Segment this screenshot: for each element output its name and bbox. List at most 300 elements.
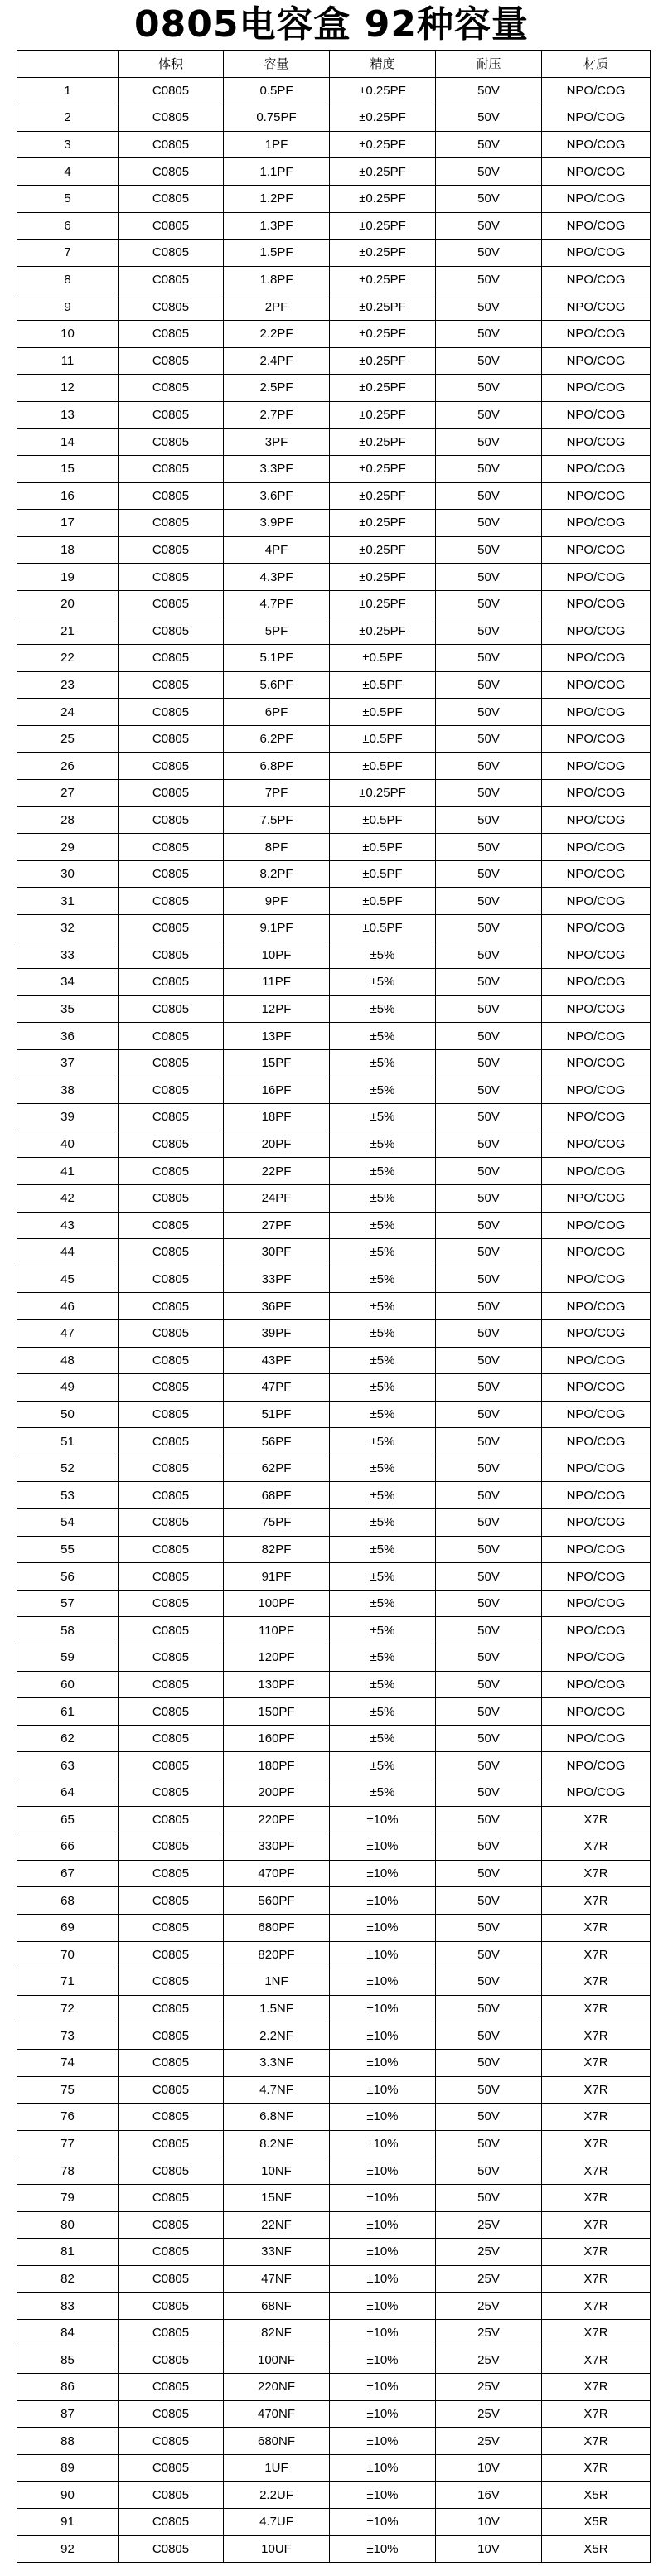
cell-tolerance: ±5% bbox=[330, 1428, 436, 1455]
cell-package: C0805 bbox=[119, 1779, 224, 1807]
table-row bbox=[17, 1590, 651, 1617]
cell-capacitance: 150PF bbox=[224, 1698, 330, 1726]
cell-material: X7R bbox=[542, 2022, 651, 2050]
cell-material: NPO/COG bbox=[542, 725, 651, 753]
cell-index: 76 bbox=[17, 2104, 119, 2131]
cell-package: C0805 bbox=[119, 1644, 224, 1672]
cell-capacitance: 180PF bbox=[224, 1752, 330, 1779]
cell-material: X5R bbox=[542, 2482, 651, 2509]
cell-capacitance: 220PF bbox=[224, 1806, 330, 1833]
cell-index: 3 bbox=[17, 131, 119, 158]
cell-capacitance: 13PF bbox=[224, 1023, 330, 1050]
cell-index: 32 bbox=[17, 915, 119, 942]
cell-index: 21 bbox=[17, 617, 119, 645]
cell-index: 49 bbox=[17, 1374, 119, 1402]
cell-package: C0805 bbox=[119, 1401, 224, 1428]
cell-index: 59 bbox=[17, 1644, 119, 1672]
cell-capacitance: 62PF bbox=[224, 1455, 330, 1482]
cell-index: 90 bbox=[17, 2482, 119, 2509]
cell-index: 56 bbox=[17, 1563, 119, 1591]
cell-material: X7R bbox=[542, 2184, 651, 2211]
cell-voltage: 50V bbox=[436, 320, 542, 347]
cell-material: NPO/COG bbox=[542, 806, 651, 834]
cell-material: NPO/COG bbox=[542, 482, 651, 510]
cell-package: C0805 bbox=[119, 158, 224, 186]
cell-package: C0805 bbox=[119, 320, 224, 347]
cell-index: 79 bbox=[17, 2184, 119, 2211]
cell-tolerance: ±5% bbox=[330, 1077, 436, 1104]
cell-voltage: 50V bbox=[436, 1158, 542, 1185]
table-row bbox=[17, 2184, 651, 2211]
cell-package: C0805 bbox=[119, 1590, 224, 1617]
cell-material: X5R bbox=[542, 2535, 651, 2563]
cell-index: 40 bbox=[17, 1131, 119, 1158]
table-row bbox=[17, 1644, 651, 1672]
cell-material: NPO/COG bbox=[542, 617, 651, 645]
cell-index: 74 bbox=[17, 2049, 119, 2076]
cell-capacitance: 6.2PF bbox=[224, 725, 330, 753]
cell-capacitance: 10NF bbox=[224, 2157, 330, 2185]
cell-voltage: 50V bbox=[436, 1779, 542, 1807]
cell-material: NPO/COG bbox=[542, 1049, 651, 1077]
header-row bbox=[17, 51, 651, 78]
header-capacitance: 容量 bbox=[224, 51, 330, 78]
cell-capacitance: 4.7NF bbox=[224, 2076, 330, 2104]
cell-voltage: 25V bbox=[436, 2346, 542, 2374]
header-package: 体积 bbox=[119, 51, 224, 78]
table-row bbox=[17, 1023, 651, 1050]
cell-tolerance: ±0.5PF bbox=[330, 834, 436, 861]
cell-material: NPO/COG bbox=[542, 780, 651, 807]
cell-material: NPO/COG bbox=[542, 1023, 651, 1050]
cell-package: C0805 bbox=[119, 2211, 224, 2239]
cell-material: NPO/COG bbox=[542, 1239, 651, 1266]
cell-index: 29 bbox=[17, 834, 119, 861]
cell-capacitance: 330PF bbox=[224, 1833, 330, 1861]
cell-voltage: 50V bbox=[436, 699, 542, 726]
cell-capacitance: 1.1PF bbox=[224, 158, 330, 186]
table-row bbox=[17, 753, 651, 780]
cell-capacitance: 4.7PF bbox=[224, 590, 330, 617]
cell-material: X7R bbox=[542, 1860, 651, 1887]
table-row bbox=[17, 671, 651, 699]
cell-package: C0805 bbox=[119, 1725, 224, 1752]
header-index bbox=[17, 51, 119, 78]
cell-material: X7R bbox=[542, 2374, 651, 2401]
cell-capacitance: 100PF bbox=[224, 1590, 330, 1617]
cell-tolerance: ±0.25PF bbox=[330, 131, 436, 158]
cell-index: 41 bbox=[17, 1158, 119, 1185]
cell-capacitance: 91PF bbox=[224, 1563, 330, 1591]
cell-package: C0805 bbox=[119, 888, 224, 915]
cell-voltage: 50V bbox=[436, 1536, 542, 1563]
table-row bbox=[17, 1401, 651, 1428]
cell-tolerance: ±0.25PF bbox=[330, 240, 436, 267]
cell-tolerance: ±0.25PF bbox=[330, 375, 436, 402]
cell-tolerance: ±10% bbox=[330, 2400, 436, 2428]
cell-index: 48 bbox=[17, 1347, 119, 1374]
cell-capacitance: 2.2PF bbox=[224, 320, 330, 347]
cell-index: 60 bbox=[17, 1671, 119, 1698]
cell-index: 64 bbox=[17, 1779, 119, 1807]
cell-package: C0805 bbox=[119, 1914, 224, 1941]
cell-material: NPO/COG bbox=[542, 1563, 651, 1591]
cell-tolerance: ±5% bbox=[330, 1131, 436, 1158]
cell-package: C0805 bbox=[119, 1752, 224, 1779]
table-row bbox=[17, 1995, 651, 2022]
cell-voltage: 50V bbox=[436, 510, 542, 537]
cell-voltage: 50V bbox=[436, 1347, 542, 1374]
cell-package: C0805 bbox=[119, 240, 224, 267]
cell-tolerance: ±5% bbox=[330, 1401, 436, 1428]
cell-voltage: 50V bbox=[436, 1914, 542, 1941]
cell-voltage: 50V bbox=[436, 1590, 542, 1617]
cell-package: C0805 bbox=[119, 1671, 224, 1698]
cell-index: 89 bbox=[17, 2454, 119, 2482]
cell-tolerance: ±10% bbox=[330, 2104, 436, 2131]
table-row bbox=[17, 2265, 651, 2293]
cell-voltage: 50V bbox=[436, 1266, 542, 1293]
cell-tolerance: ±10% bbox=[330, 2130, 436, 2157]
cell-voltage: 50V bbox=[436, 753, 542, 780]
cell-package: C0805 bbox=[119, 2022, 224, 2050]
cell-voltage: 50V bbox=[436, 1887, 542, 1915]
cell-index: 28 bbox=[17, 806, 119, 834]
cell-material: NPO/COG bbox=[542, 1319, 651, 1347]
cell-tolerance: ±10% bbox=[330, 1833, 436, 1861]
cell-index: 70 bbox=[17, 1941, 119, 1968]
cell-voltage: 50V bbox=[436, 1860, 542, 1887]
cell-capacitance: 22PF bbox=[224, 1158, 330, 1185]
cell-tolerance: ±5% bbox=[330, 1482, 436, 1509]
table-row bbox=[17, 1941, 651, 1968]
cell-material: X7R bbox=[542, 2293, 651, 2320]
cell-material: NPO/COG bbox=[542, 212, 651, 240]
cell-material: X7R bbox=[542, 2049, 651, 2076]
cell-voltage: 50V bbox=[436, 942, 542, 969]
cell-package: C0805 bbox=[119, 2184, 224, 2211]
cell-tolerance: ±0.25PF bbox=[330, 482, 436, 510]
table-row bbox=[17, 915, 651, 942]
cell-material: NPO/COG bbox=[542, 158, 651, 186]
cell-index: 18 bbox=[17, 536, 119, 564]
cell-index: 30 bbox=[17, 860, 119, 888]
cell-material: NPO/COG bbox=[542, 1401, 651, 1428]
table-row bbox=[17, 1104, 651, 1131]
cell-capacitance: 220NF bbox=[224, 2374, 330, 2401]
table-row bbox=[17, 212, 651, 240]
table-row bbox=[17, 1184, 651, 1212]
cell-package: C0805 bbox=[119, 1995, 224, 2022]
table-row bbox=[17, 590, 651, 617]
cell-index: 69 bbox=[17, 1914, 119, 1941]
cell-tolerance: ±5% bbox=[330, 1563, 436, 1591]
cell-voltage: 50V bbox=[436, 375, 542, 402]
table-row bbox=[17, 2022, 651, 2050]
cell-voltage: 10V bbox=[436, 2535, 542, 2563]
cell-package: C0805 bbox=[119, 725, 224, 753]
cell-material: NPO/COG bbox=[542, 671, 651, 699]
cell-index: 54 bbox=[17, 1509, 119, 1537]
cell-index: 51 bbox=[17, 1428, 119, 1455]
table-row bbox=[17, 1914, 651, 1941]
cell-tolerance: ±0.25PF bbox=[330, 158, 436, 186]
cell-voltage: 50V bbox=[436, 617, 542, 645]
cell-tolerance: ±0.5PF bbox=[330, 806, 436, 834]
cell-tolerance: ±5% bbox=[330, 1347, 436, 1374]
cell-package: C0805 bbox=[119, 455, 224, 482]
cell-voltage: 50V bbox=[436, 1374, 542, 1402]
cell-voltage: 16V bbox=[436, 2482, 542, 2509]
cell-voltage: 50V bbox=[436, 1509, 542, 1537]
cell-tolerance: ±5% bbox=[330, 1374, 436, 1402]
cell-index: 39 bbox=[17, 1104, 119, 1131]
cell-capacitance: 8PF bbox=[224, 834, 330, 861]
cell-index: 5 bbox=[17, 185, 119, 212]
cell-index: 42 bbox=[17, 1184, 119, 1212]
table-row bbox=[17, 780, 651, 807]
table-row bbox=[17, 2319, 651, 2346]
cell-voltage: 50V bbox=[436, 1401, 542, 1428]
table-row bbox=[17, 320, 651, 347]
cell-package: C0805 bbox=[119, 482, 224, 510]
cell-package: C0805 bbox=[119, 2319, 224, 2346]
cell-package: C0805 bbox=[119, 2374, 224, 2401]
cell-voltage: 50V bbox=[436, 1671, 542, 1698]
table-row bbox=[17, 1319, 651, 1347]
page-title: 0805电容盒 92种容量 bbox=[133, 3, 529, 46]
table-row bbox=[17, 1077, 651, 1104]
cell-material: X7R bbox=[542, 2265, 651, 2293]
cell-voltage: 50V bbox=[436, 1455, 542, 1482]
cell-voltage: 50V bbox=[436, 455, 542, 482]
cell-capacitance: 100NF bbox=[224, 2346, 330, 2374]
cell-tolerance: ±10% bbox=[330, 1968, 436, 1996]
table-row bbox=[17, 536, 651, 564]
table-row bbox=[17, 2104, 651, 2131]
cell-tolerance: ±5% bbox=[330, 1184, 436, 1212]
cell-index: 45 bbox=[17, 1266, 119, 1293]
cell-voltage: 50V bbox=[436, 1752, 542, 1779]
table-row bbox=[17, 1887, 651, 1915]
cell-material: X7R bbox=[542, 2319, 651, 2346]
cell-material: NPO/COG bbox=[542, 860, 651, 888]
cell-voltage: 50V bbox=[436, 1995, 542, 2022]
cell-material: NPO/COG bbox=[542, 1698, 651, 1726]
cell-voltage: 50V bbox=[436, 158, 542, 186]
cell-package: C0805 bbox=[119, 1536, 224, 1563]
table-row bbox=[17, 2157, 651, 2185]
cell-voltage: 50V bbox=[436, 1428, 542, 1455]
cell-tolerance: ±5% bbox=[330, 969, 436, 996]
cell-package: C0805 bbox=[119, 1266, 224, 1293]
cell-material: NPO/COG bbox=[542, 104, 651, 132]
cell-tolerance: ±0.5PF bbox=[330, 888, 436, 915]
cell-package: C0805 bbox=[119, 2049, 224, 2076]
cell-package: C0805 bbox=[119, 699, 224, 726]
cell-index: 46 bbox=[17, 1293, 119, 1320]
cell-material: X7R bbox=[542, 2130, 651, 2157]
cell-package: C0805 bbox=[119, 1455, 224, 1482]
cell-capacitance: 15PF bbox=[224, 1049, 330, 1077]
cell-material: NPO/COG bbox=[542, 266, 651, 293]
cell-capacitance: 18PF bbox=[224, 1104, 330, 1131]
cell-package: C0805 bbox=[119, 2239, 224, 2266]
cell-package: C0805 bbox=[119, 429, 224, 456]
cell-voltage: 25V bbox=[436, 2211, 542, 2239]
cell-material: NPO/COG bbox=[542, 1077, 651, 1104]
cell-package: C0805 bbox=[119, 1104, 224, 1131]
cell-capacitance: 1.8PF bbox=[224, 266, 330, 293]
cell-material: NPO/COG bbox=[542, 1293, 651, 1320]
cell-package: C0805 bbox=[119, 536, 224, 564]
cell-index: 73 bbox=[17, 2022, 119, 2050]
cell-index: 52 bbox=[17, 1455, 119, 1482]
cell-package: C0805 bbox=[119, 1049, 224, 1077]
cell-material: NPO/COG bbox=[542, 1104, 651, 1131]
cell-package: C0805 bbox=[119, 2104, 224, 2131]
cell-voltage: 50V bbox=[436, 995, 542, 1023]
cell-index: 84 bbox=[17, 2319, 119, 2346]
cell-voltage: 50V bbox=[436, 1239, 542, 1266]
cell-tolerance: ±10% bbox=[330, 2535, 436, 2563]
cell-material: NPO/COG bbox=[542, 77, 651, 104]
cell-index: 25 bbox=[17, 725, 119, 753]
cell-package: C0805 bbox=[119, 1698, 224, 1726]
cell-index: 1 bbox=[17, 77, 119, 104]
cell-capacitance: 7.5PF bbox=[224, 806, 330, 834]
table-body bbox=[17, 77, 651, 2563]
cell-capacitance: 3.3NF bbox=[224, 2049, 330, 2076]
cell-tolerance: ±10% bbox=[330, 2454, 436, 2482]
table-row bbox=[17, 2293, 651, 2320]
table-row bbox=[17, 2454, 651, 2482]
cell-index: 11 bbox=[17, 347, 119, 375]
cell-material: NPO/COG bbox=[542, 293, 651, 321]
cell-tolerance: ±5% bbox=[330, 1239, 436, 1266]
table-row bbox=[17, 1131, 651, 1158]
cell-material: NPO/COG bbox=[542, 1482, 651, 1509]
cell-voltage: 50V bbox=[436, 2076, 542, 2104]
table-row bbox=[17, 293, 651, 321]
cell-package: C0805 bbox=[119, 1833, 224, 1861]
cell-capacitance: 560PF bbox=[224, 1887, 330, 1915]
cell-material: X7R bbox=[542, 2400, 651, 2428]
cell-material: NPO/COG bbox=[542, 1536, 651, 1563]
cell-index: 50 bbox=[17, 1401, 119, 1428]
cell-capacitance: 1PF bbox=[224, 131, 330, 158]
cell-package: C0805 bbox=[119, 1374, 224, 1402]
table-row bbox=[17, 1617, 651, 1644]
cell-voltage: 50V bbox=[436, 1482, 542, 1509]
table-row bbox=[17, 77, 651, 104]
cell-index: 75 bbox=[17, 2076, 119, 2104]
cell-tolerance: ±10% bbox=[330, 1887, 436, 1915]
cell-capacitance: 680NF bbox=[224, 2428, 330, 2455]
table-row bbox=[17, 617, 651, 645]
table-row bbox=[17, 2400, 651, 2428]
cell-capacitance: 30PF bbox=[224, 1239, 330, 1266]
cell-capacitance: 82NF bbox=[224, 2319, 330, 2346]
cell-index: 19 bbox=[17, 564, 119, 591]
cell-package: C0805 bbox=[119, 564, 224, 591]
cell-package: C0805 bbox=[119, 1617, 224, 1644]
cell-tolerance: ±10% bbox=[330, 2293, 436, 2320]
table-row bbox=[17, 1563, 651, 1591]
cell-index: 15 bbox=[17, 455, 119, 482]
cell-capacitance: 9.1PF bbox=[224, 915, 330, 942]
cell-package: C0805 bbox=[119, 806, 224, 834]
cell-material: NPO/COG bbox=[542, 1374, 651, 1402]
cell-package: C0805 bbox=[119, 942, 224, 969]
cell-voltage: 50V bbox=[436, 1049, 542, 1077]
cell-index: 34 bbox=[17, 969, 119, 996]
header-tolerance: 精度 bbox=[330, 51, 436, 78]
table-row bbox=[17, 429, 651, 456]
cell-capacitance: 82PF bbox=[224, 1536, 330, 1563]
cell-voltage: 50V bbox=[436, 915, 542, 942]
cell-index: 65 bbox=[17, 1806, 119, 1833]
cell-capacitance: 1.5NF bbox=[224, 1995, 330, 2022]
cell-voltage: 50V bbox=[436, 1293, 542, 1320]
cell-material: NPO/COG bbox=[542, 834, 651, 861]
cell-index: 36 bbox=[17, 1023, 119, 1050]
cell-material: NPO/COG bbox=[542, 1617, 651, 1644]
cell-package: C0805 bbox=[119, 185, 224, 212]
cell-voltage: 50V bbox=[436, 401, 542, 429]
cell-voltage: 50V bbox=[436, 888, 542, 915]
cell-index: 13 bbox=[17, 401, 119, 429]
cell-capacitance: 43PF bbox=[224, 1347, 330, 1374]
table-row bbox=[17, 1266, 651, 1293]
cell-index: 6 bbox=[17, 212, 119, 240]
cell-package: C0805 bbox=[119, 1293, 224, 1320]
cell-tolerance: ±10% bbox=[330, 2211, 436, 2239]
cell-material: X7R bbox=[542, 1914, 651, 1941]
cell-voltage: 50V bbox=[436, 834, 542, 861]
cell-material: NPO/COG bbox=[542, 347, 651, 375]
cell-material: X7R bbox=[542, 2454, 651, 2482]
table-row bbox=[17, 1455, 651, 1482]
table-row bbox=[17, 131, 651, 158]
cell-capacitance: 1UF bbox=[224, 2454, 330, 2482]
cell-tolerance: ±5% bbox=[330, 1023, 436, 1050]
table-row bbox=[17, 1347, 651, 1374]
cell-package: C0805 bbox=[119, 860, 224, 888]
cell-index: 17 bbox=[17, 510, 119, 537]
cell-voltage: 50V bbox=[436, 1184, 542, 1212]
cell-tolerance: ±0.25PF bbox=[330, 266, 436, 293]
cell-index: 71 bbox=[17, 1968, 119, 1996]
cell-index: 44 bbox=[17, 1239, 119, 1266]
cell-package: C0805 bbox=[119, 266, 224, 293]
table-row bbox=[17, 2482, 651, 2509]
cell-material: X7R bbox=[542, 2346, 651, 2374]
cell-voltage: 25V bbox=[436, 2319, 542, 2346]
cell-index: 35 bbox=[17, 995, 119, 1023]
cell-capacitance: 110PF bbox=[224, 1617, 330, 1644]
cell-package: C0805 bbox=[119, 1023, 224, 1050]
cell-package: C0805 bbox=[119, 104, 224, 132]
table-row bbox=[17, 1482, 651, 1509]
cell-voltage: 10V bbox=[436, 2454, 542, 2482]
cell-material: NPO/COG bbox=[542, 1158, 651, 1185]
cell-tolerance: ±5% bbox=[330, 995, 436, 1023]
table-row bbox=[17, 158, 651, 186]
cell-package: C0805 bbox=[119, 1482, 224, 1509]
cell-tolerance: ±5% bbox=[330, 942, 436, 969]
table-row bbox=[17, 564, 651, 591]
